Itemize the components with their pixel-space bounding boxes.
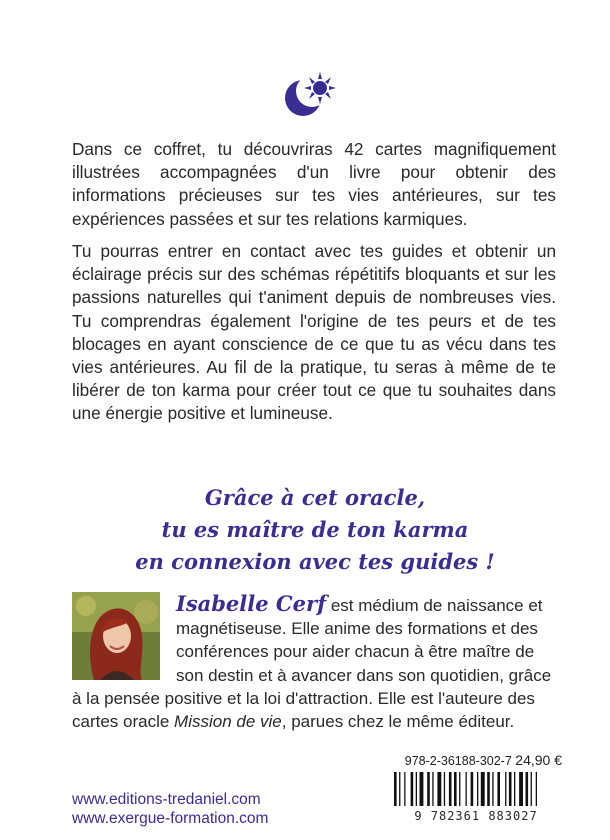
moon-sun-emblem-icon xyxy=(282,66,342,122)
author-bio-text-1: est médium de naissance et magnétiseuse. Elle anime des formations et des conférences pour aider chacun à être maître de son destin et à avancer dans son quotidien, grâce à la pensée positive et la loi d'attraction. Elle est l'auteure des cartes oracle xyxy=(72,596,552,732)
author-bio-book-title: Mission de vie xyxy=(174,712,282,732)
price: 24,90 € xyxy=(515,752,562,768)
intro-paragraph-1: Dans ce coffret, tu découvriras 42 cartes magnifiquement illustrées accompagnées d'un livre pour obtenir des informations précieuses sur tes vies antérieures, sur tes expériences passées et sur tes relations karmiques. xyxy=(72,139,556,229)
url-tredaniel-link[interactable]: www.editions-tredaniel.com xyxy=(72,791,261,808)
publisher-urls xyxy=(72,790,268,828)
barcode-digits: 9 782361 883027 xyxy=(414,809,538,823)
slogan-line-3: en connexion avec tes guides ! xyxy=(135,549,495,574)
barcode xyxy=(388,772,564,823)
author-bio-text-2: , parues chez le même éditeur. xyxy=(281,712,515,732)
slogan-line-2: tu es maître de ton karma xyxy=(161,517,469,542)
intro-paragraph-2: Tu pourras entrer en contact avec tes guides et obtenir un éclairage précis sur des schémas répétitifs bloquants et sur les passions naturelles qui t'animent depuis de nombreuses vies. Tu comprendras également l'origine de tes peurs et de tes blocages en ayant conscience de ce que tu as vécu dans tes vies antérieures. Au fil de la pratique, tu seras à même de te libérer de ton karma pour créer tout ce que tu souhaites dans une énergie positive et lumineuse. xyxy=(72,241,556,424)
author-bio xyxy=(72,592,556,733)
url-exergue-link[interactable]: www.exergue-formation.com xyxy=(72,810,269,827)
author-name: Isabelle Cerf xyxy=(176,591,327,616)
isbn: 978-2-36188-302-7 xyxy=(404,754,512,768)
isbn-price xyxy=(382,752,562,768)
slogan xyxy=(100,482,530,578)
slogan-line-1: Grâce à cet oracle, xyxy=(204,485,426,510)
